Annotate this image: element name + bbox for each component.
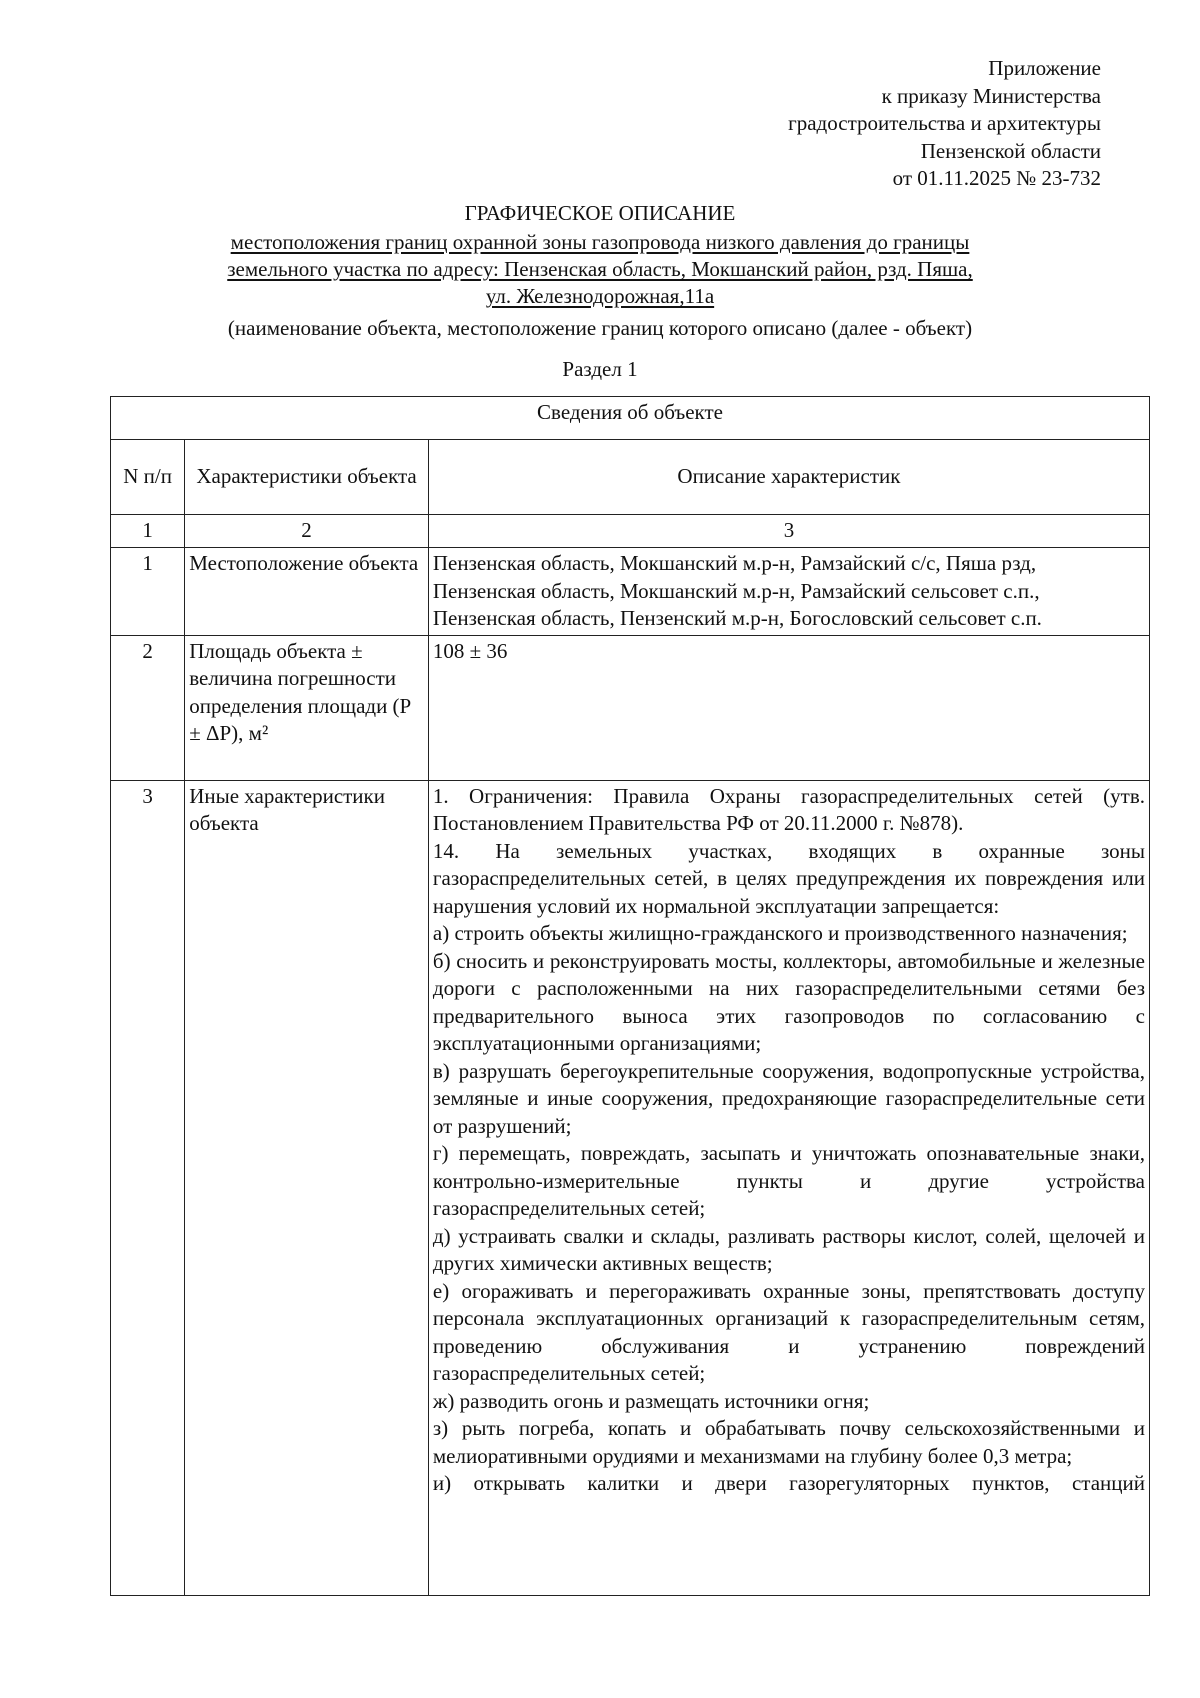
- section-heading: Раздел 1: [562, 357, 638, 381]
- restriction-paragraph: е) огораживать и перегораживать охранные зоны, препятствовать доступу персонала эксплуатационных организаций к газораспределительным сетям, проведению обслуживания и устранению повреждений газораспределительных сетей;: [432, 1278, 1145, 1385]
- table-caption: Сведения об объекте: [111, 397, 1150, 440]
- object-description: [0, 229, 1200, 310]
- row-description: [428, 548, 1149, 636]
- table-row: [111, 780, 1150, 1595]
- header-line: Пензенской области: [920, 138, 1101, 163]
- location-line: Пензенская область, Мокшанский м.р-н, Рамзайский сельсовет с.п.,: [432, 578, 1040, 603]
- restriction-paragraph: г) перемещать, повреждать, засыпать и уничтожать опознавательные знаки, контрольно-измерительные пункты и другие устройства газораспределительных сетей;: [432, 1141, 1145, 1220]
- restriction-paragraph: з) рыть погреба, копать и обрабатывать почву сельскохозяйственными и мелиоративными орудиями и механизмами на глубину более 0,3 метра;: [432, 1416, 1145, 1468]
- row-number: 1: [111, 548, 185, 636]
- restriction-paragraph: б) сносить и реконструировать мосты, коллекторы, автомобильные и железные дороги с расположенными на них газораспределительными сетями без предварительного выноса этих газопроводов по согласованию с эксплуатационными организациями;: [432, 948, 1145, 1055]
- column-number: 1: [111, 515, 185, 548]
- row-description: 108 ± 36: [428, 635, 1149, 780]
- column-number-row: [111, 515, 1150, 548]
- table-row: [111, 548, 1150, 636]
- column-header-characteristic: Характеристики объекта: [185, 440, 429, 515]
- object-name-note: (наименование объекта, местоположение границ которого описано (далее - объект): [227, 316, 973, 340]
- table-row: [111, 635, 1150, 780]
- restriction-paragraph: 1. Ограничения: Правила Охраны газораспределительных сетей (утв. Постановлением Правительства РФ от 20.11.2000 г. №878).: [432, 783, 1145, 835]
- header-line: Приложение: [988, 56, 1101, 80]
- column-number: 3: [428, 515, 1149, 548]
- restriction-paragraph: а) строить объекты жилищно-гражданского и производственного назначения;: [432, 921, 1128, 945]
- object-info-table: [110, 396, 1150, 1596]
- row-description: [428, 780, 1149, 1595]
- restriction-paragraph: и) открывать калитки и двери газорегуляторных пунктов, станций: [432, 1471, 1145, 1495]
- table-header-row: [111, 440, 1150, 515]
- row-characteristic: Местоположение объекта: [185, 548, 429, 636]
- row-number: 2: [111, 635, 185, 780]
- row-characteristic: Иные характеристики объекта: [185, 780, 429, 1595]
- location-line: Пензенская область, Пензенский м.р-н, Богословский сельсовет с.п.: [432, 606, 1042, 630]
- object-description-line: местоположения границ охранной зоны газопровода низкого давления до границы: [230, 230, 970, 254]
- row-number: 3: [111, 780, 185, 1595]
- approval-header: [788, 55, 1101, 193]
- column-header-number: N п/п: [111, 440, 185, 515]
- column-number: 2: [185, 515, 429, 548]
- restriction-paragraph: в) разрушать берегоукрепительные сооружения, водопропускные устройства, земляные и иные сооружения, предохраняющие газораспределительные сети от разрушений;: [432, 1058, 1145, 1138]
- restriction-paragraph: д) устраивать свалки и склады, разливать растворы кислот, солей, щелочей и других химически активных веществ;: [432, 1223, 1145, 1275]
- object-description-line: земельного участка по адресу: Пензенская область, Мокшанский район, рзд. Пяша,: [227, 257, 973, 281]
- row-characteristic: Площадь объекта ± величина погрешности определения площади (P ± ΔP), м²: [185, 635, 429, 780]
- table-caption-row: [111, 397, 1150, 440]
- document-title: ГРАФИЧЕСКОЕ ОПИСАНИЕ: [464, 201, 736, 225]
- header-line: градостроительства и архитектуры: [788, 111, 1101, 135]
- restriction-paragraph: ж) разводить огонь и размещать источники огня;: [432, 1388, 870, 1413]
- location-line: Пензенская область, Мокшанский м.р-н, Рамзайский с/с, Пяша рзд,: [432, 551, 1037, 575]
- restriction-paragraph: 14. На земельных участках, входящих в охранные зоны газораспределительных сетей, в целях предупреждения их повреждения или нарушения условий их нормальной эксплуатации запрещается:: [432, 838, 1145, 918]
- header-line: от 01.11.2025 № 23-732: [892, 166, 1101, 190]
- header-line: к приказу Министерства: [881, 83, 1101, 108]
- column-header-description: Описание характеристик: [428, 440, 1149, 515]
- object-description-line: ул. Железнодорожная,11а: [485, 284, 715, 308]
